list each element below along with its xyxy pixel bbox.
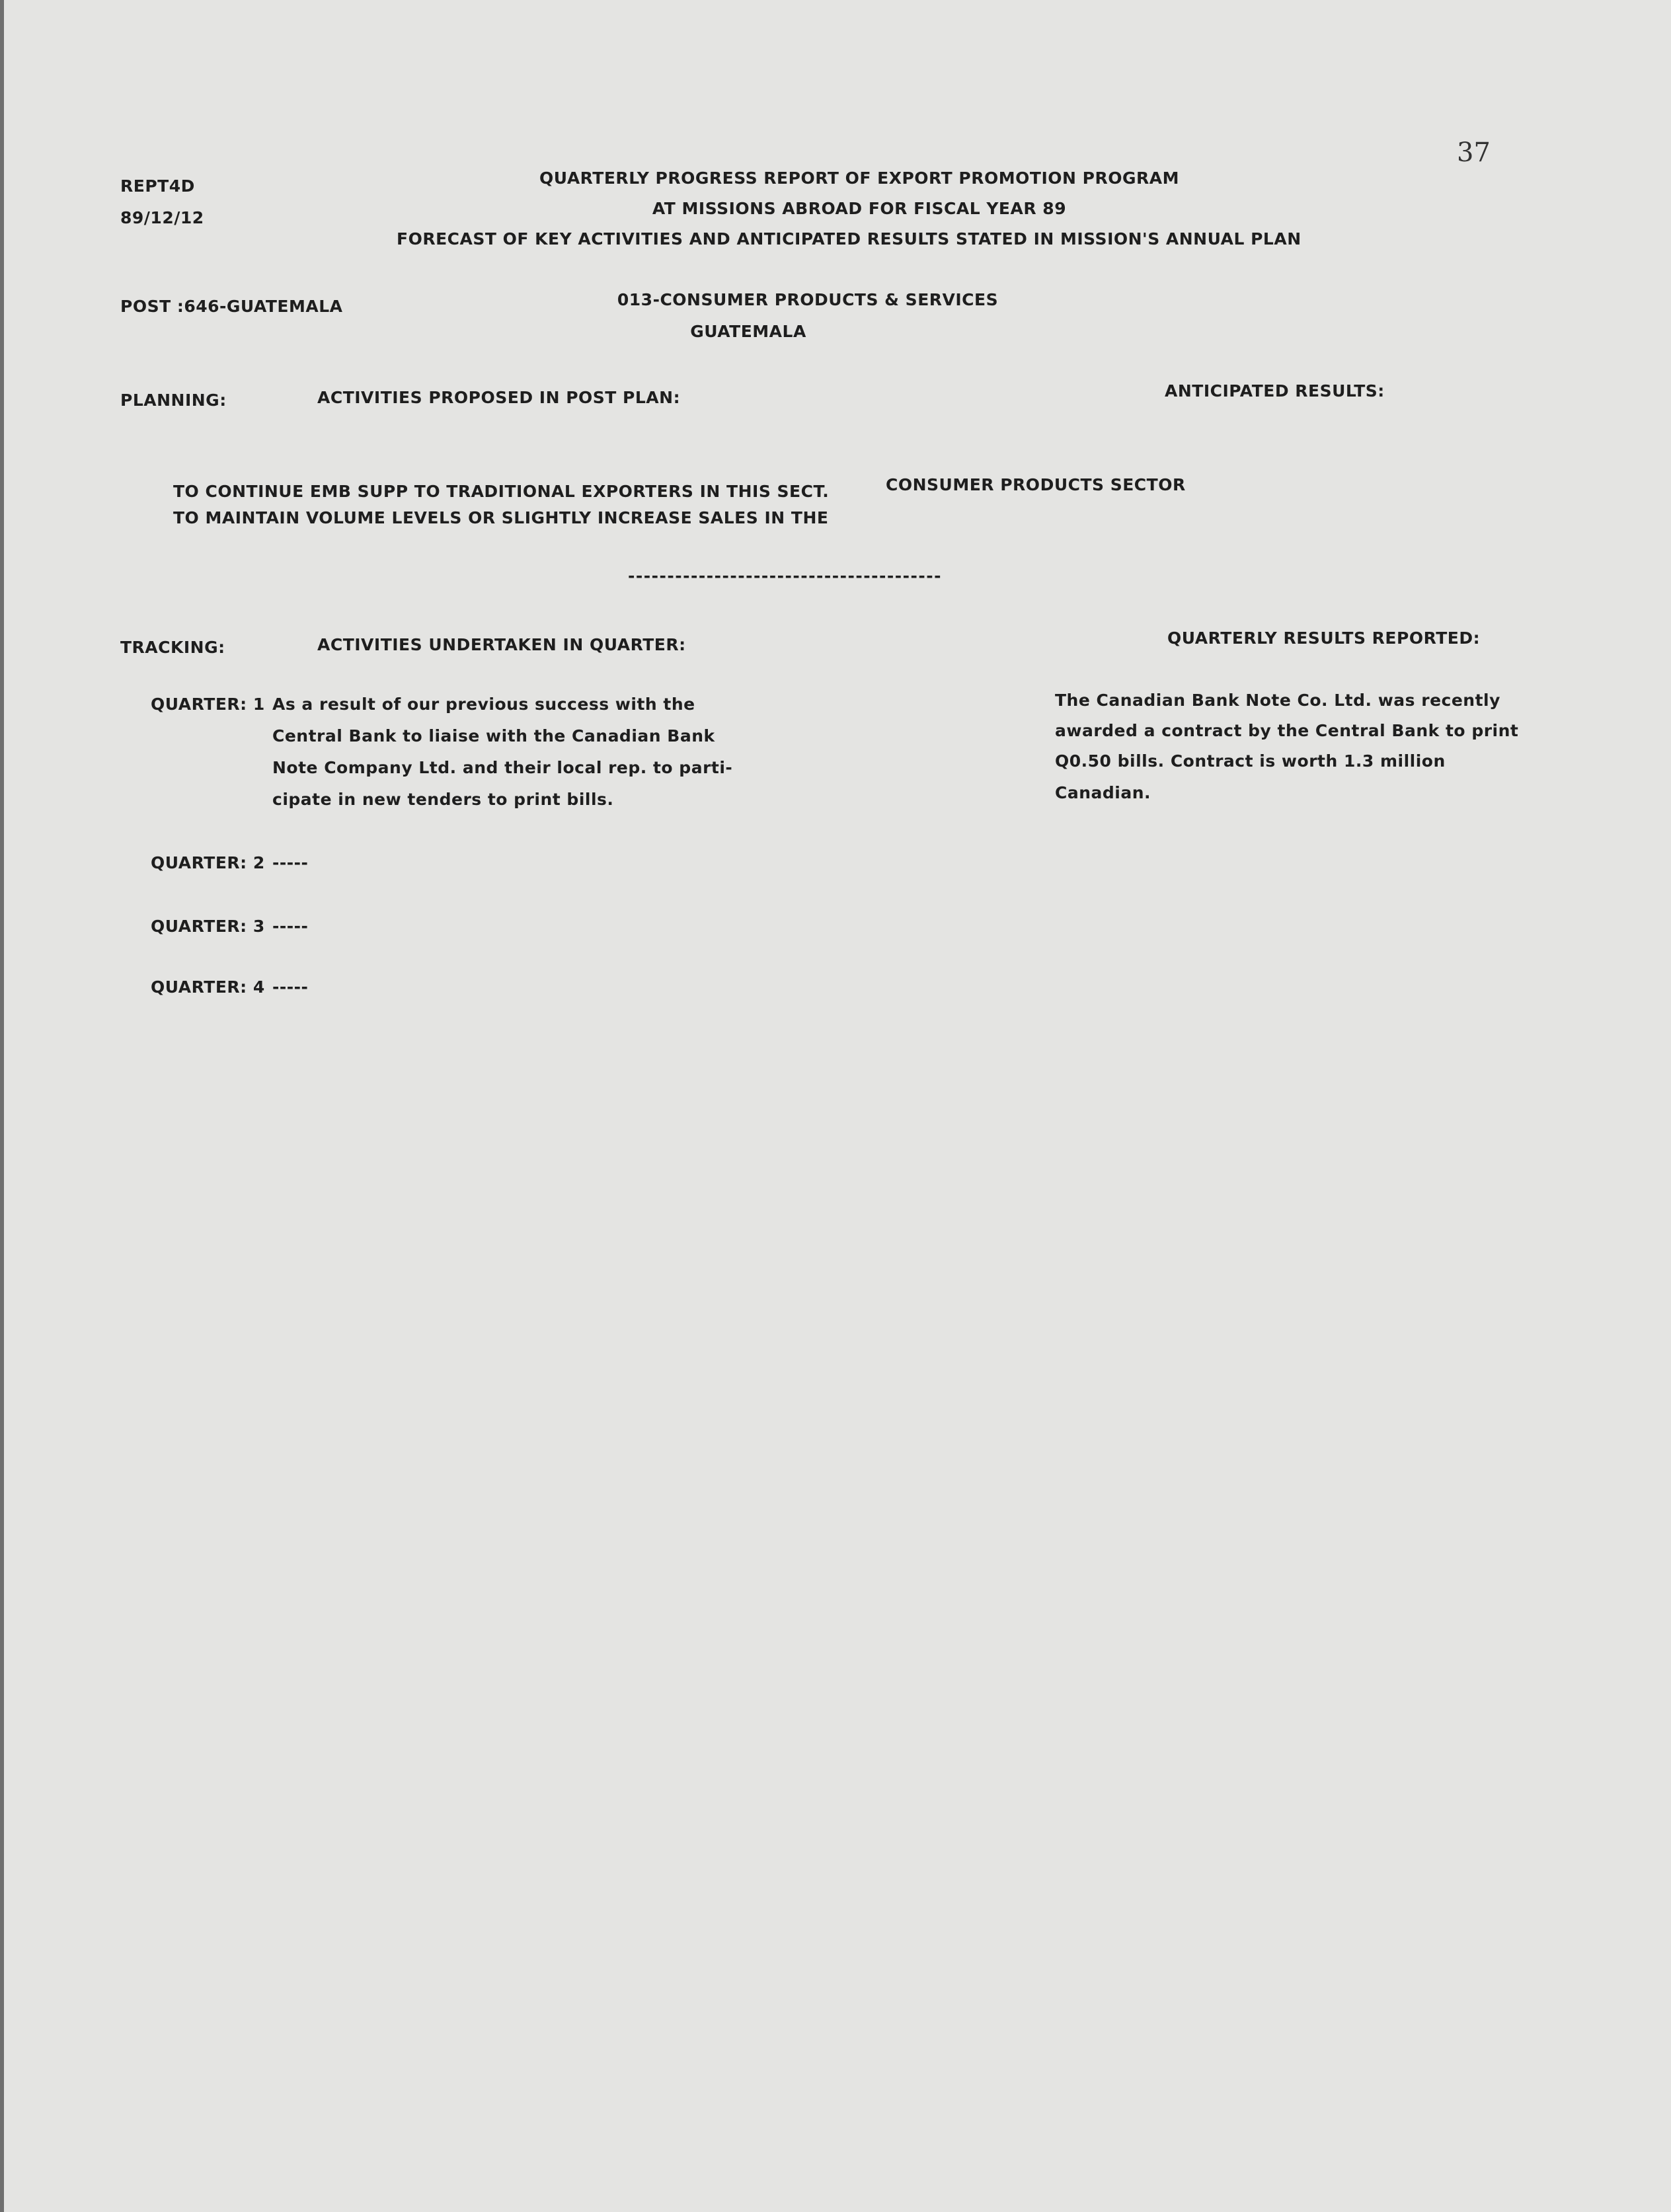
- sector-name: 013-CONSUMER PRODUCTS & SERVICES: [617, 290, 999, 309]
- report-title-line-1: QUARTERLY PROGRESS REPORT OF EXPORT PROMOTION PROGRAM: [539, 169, 1179, 188]
- quarterly-results-header: QUARTERLY RESULTS REPORTED:: [1167, 629, 1481, 648]
- quarter-1-activity-line: Note Company Ltd. and their local rep. to parti-: [272, 758, 733, 777]
- planning-label: PLANNING:: [120, 391, 227, 410]
- anticipated-results-header: ANTICIPATED RESULTS:: [1165, 381, 1385, 400]
- quarter-1-result-line: Canadian.: [1055, 783, 1151, 802]
- report-title-line-3: FORECAST OF KEY ACTIVITIES AND ANTICIPATED RESULTS STATED IN MISSION'S ANNUAL PLAN: [397, 229, 1302, 248]
- quarter-4-label: QUARTER: 4: [151, 977, 265, 997]
- quarter-1-result-line: The Canadian Bank Note Co. Ltd. was recently: [1055, 691, 1500, 710]
- planning-activity-line: TO MAINTAIN VOLUME LEVELS OR SLIGHTLY INCREASE SALES IN THE: [173, 508, 829, 527]
- report-id: REPT4D: [120, 176, 195, 196]
- planning-activities-header: ACTIVITIES PROPOSED IN POST PLAN:: [317, 388, 681, 407]
- separator-line: ----------------------------------------: [628, 566, 943, 586]
- country-name: GUATEMALA: [690, 322, 806, 341]
- quarter-1-activity-line: As a result of our previous success with the: [272, 695, 695, 714]
- page-number: 37: [1457, 137, 1491, 168]
- report-date: 89/12/12: [120, 208, 204, 227]
- planning-result-line: CONSUMER PRODUCTS SECTOR: [886, 475, 1186, 494]
- quarter-1-result-line: awarded a contract by the Central Bank to print: [1055, 721, 1519, 740]
- quarter-2-activity: -----: [272, 853, 309, 872]
- planning-activity-line: TO CONTINUE EMB SUPP TO TRADITIONAL EXPORTERS IN THIS SECT.: [173, 482, 830, 501]
- quarter-1-activity-line: Central Bank to liaise with the Canadian Bank: [272, 726, 715, 745]
- quarter-1-result-line: Q0.50 bills. Contract is worth 1.3 million: [1055, 751, 1446, 771]
- post-label: POST :646-GUATEMALA: [120, 297, 343, 316]
- quarter-2-label: QUARTER: 2: [151, 853, 265, 872]
- tracking-label: TRACKING:: [120, 638, 225, 657]
- quarter-1-label: QUARTER: 1: [151, 695, 265, 714]
- report-title-line-2: AT MISSIONS ABROAD FOR FISCAL YEAR 89: [652, 199, 1067, 218]
- quarter-1-activity-line: cipate in new tenders to print bills.: [272, 790, 614, 809]
- quarter-3-label: QUARTER: 3: [151, 917, 265, 936]
- quarter-3-activity: -----: [272, 917, 309, 936]
- page-edge: [0, 0, 4, 2212]
- quarter-4-activity: -----: [272, 977, 309, 997]
- tracking-activities-header: ACTIVITIES UNDERTAKEN IN QUARTER:: [317, 635, 686, 654]
